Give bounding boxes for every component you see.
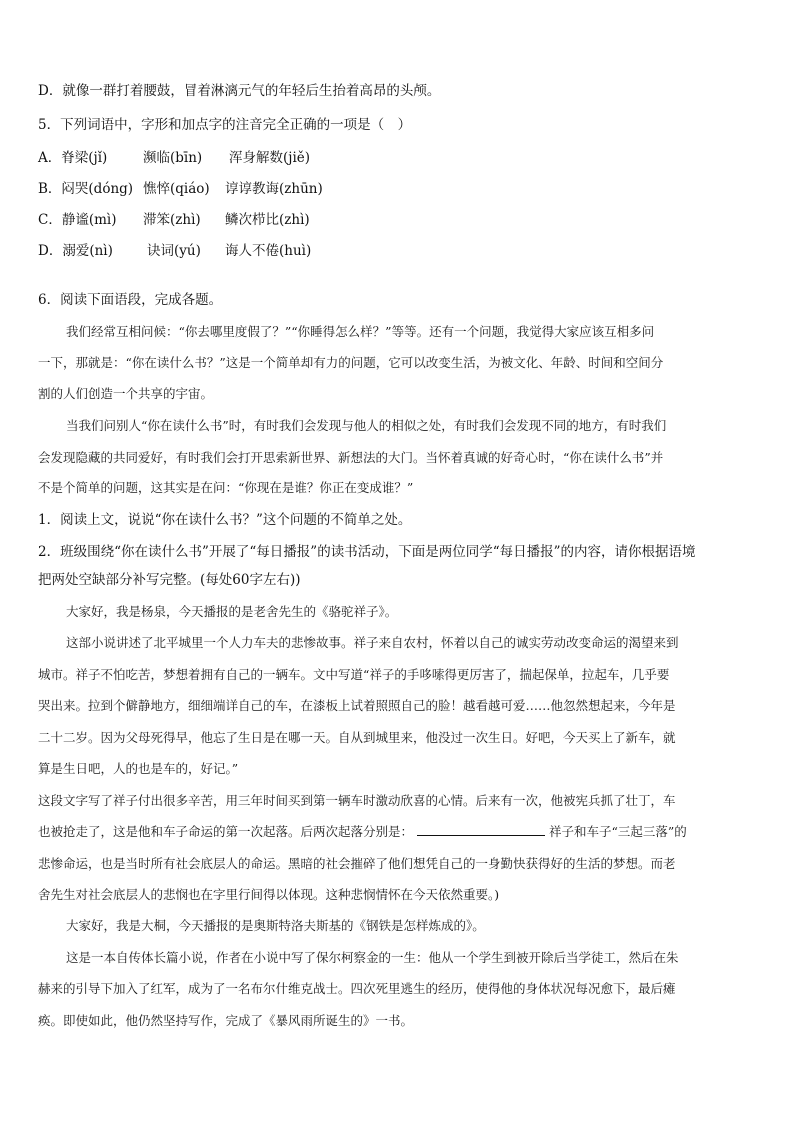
report-line: 大家好，我是杨泉，今天播报的是老舍先生的《骆驼祥子》。 [66, 604, 398, 619]
q6-subquestion-2: 2．班级围绕“你在读什么书”开展了“每日播报”的读书活动，下面是两位同学“每日播报”的内容，请你根据语境 [38, 544, 696, 560]
passage-line: 当我们问别人“你在读什么书”时，有时我们会发现与他人的相似之处，有时我们会发现不同的地方，有时我们 [66, 418, 667, 433]
report-line: 舍先生对社会底层人的悲悯也在字里行间得以体现。这种悲悯情怀在今天依然重要。) [38, 887, 500, 902]
report-line: 大家好，我是大桐，今天播报的是奥斯特洛夫斯基的《钢铁是怎样炼成的》。 [66, 918, 485, 933]
q5-c-word-1: C．静谧(mì) [38, 212, 117, 228]
report-line: 这部小说讲述了北平城里一个人力车夫的悲惨故事。祥子来自农村，怀着以自己的诚实劳动改变命运的渴望来到 [66, 635, 679, 650]
report-line: 痪。即使如此，他仍然坚持写作，完成了《暴风雨所诞生的》一书。 [38, 1013, 414, 1028]
report-line: 二十二岁。因为父母死得早，他忘了生日是在哪一天。自从到城里来，他没过一次生日。好吧，今天买上了新车，就 [38, 730, 676, 745]
report-line-text: 也被抢走了，这是他和车子命运的第一次起落。后两次起落分别是： [38, 824, 414, 839]
report-line [38, 823, 687, 841]
q5-d-word-1: D．溺爱(nì) [38, 243, 113, 259]
q6-subquestion-2-cont: 把两处空缺部分补写完整。(每处60字左右)) [38, 572, 301, 588]
q5-d-word-2: 诀词(yú) [147, 243, 201, 259]
q5-a-word-1: A．脊梁(jǐ) [38, 150, 108, 166]
report-line-text: 祥子和车子“三起三落”的 [549, 824, 687, 839]
q6-subquestion-1: 1．阅读上文，说说“你在读什么书？”这个问题的不简单之处。 [38, 512, 412, 528]
report-line: 哭出来。拉到个僻静地方，细细端详自己的车，在漆板上试着照照自己的脸！越看越可爱……他忽然想起来，今年是 [38, 698, 676, 713]
passage-line: 我们经常互相问候：“你去哪里度假了？”“你睡得怎么样？”等等。还有一个问题，我觉得大家应该互相多问 [66, 324, 655, 339]
q4-option-d: D．就像一群打着腰鼓，冒着淋漓元气的年轻后生抬着高昂的头颅。 [38, 83, 441, 99]
report-line: 这段文字写了祥子付出很多辛苦，用三年时间买到第一辆车时激动欣喜的心情。后来有一次，他被宪兵抓了壮丁，车 [38, 793, 676, 808]
q5-c-word-2: 滞笨(zhì) [143, 212, 201, 228]
passage-line: 会发现隐藏的共同爱好，有时我们会打开思索新世界、新想法的大门。当怀着真诚的好奇心时，“你在读什么书”并 [38, 450, 664, 465]
answer-blank[interactable] [417, 823, 545, 836]
report-line: 算是生日吧，人的也是车的，好记。” [38, 761, 239, 776]
report-line: 赫来的引导下加入了红军，成为了一名布尔什维克战士。四次死里逃生的经历，使得他的身体状况每况愈下，最后瘫 [38, 981, 676, 996]
q5-a-word-3: 浑身解数(jiě) [229, 150, 311, 166]
q6-stem: 6．阅读下面语段，完成各题。 [38, 292, 223, 308]
q5-a-word-2: 濒临(bīn) [143, 150, 203, 166]
passage-line: 不是个简单的问题，这其实是在问：“你现在是谁？你正在变成谁？” [38, 480, 414, 495]
q5-d-word-3: 诲人不倦(huì) [225, 243, 312, 259]
passage-line: 割的人们创造一个共享的宇宙。 [38, 386, 214, 401]
report-line: 城市。祥子不怕吃苦，梦想着拥有自己的一辆车。文中写道“祥子的手哆嗦得更厉害了，揣起保单，拉起车，几乎要 [38, 667, 670, 682]
report-line: 悲惨命运，也是当时所有社会底层人的命运。黑暗的社会摧碎了他们想凭自己的一身勤快获得好的生活的梦想。而老 [38, 856, 676, 871]
q5-stem: 5．下列词语中，字形和加点字的注音完全正确的一项是（ ） [38, 117, 412, 133]
q5-b-word-2: 憔悴(qiáo) [143, 181, 210, 197]
report-line: 这是一本自传体长篇小说，作者在小说中写了保尔柯察金的一生：他从一个学生到被开除后当学徒工，然后在朱 [66, 950, 679, 965]
passage-line: 一下，那就是：“你在读什么书？”这是一个简单却有力的问题，它可以改变生活，为被文化、年龄、时间和空间分 [38, 355, 664, 370]
q5-c-word-3: 鳞次栉比(zhì) [225, 212, 310, 228]
q5-b-word-1: B．闷哭(dóng) [38, 181, 134, 197]
q5-b-word-3: 谆谆教诲(zhūn) [225, 181, 323, 197]
